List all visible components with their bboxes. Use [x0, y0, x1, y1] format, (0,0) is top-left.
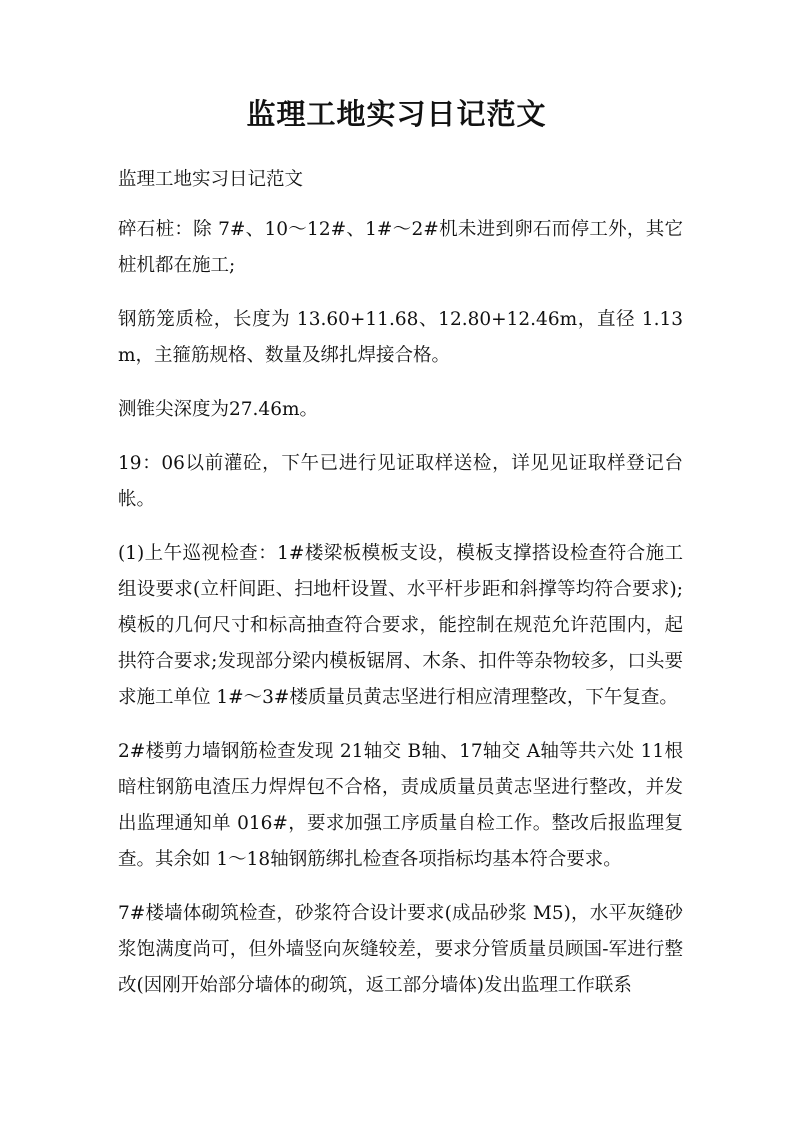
paragraph-cone-depth: 测锥尖深度为27.46m。: [118, 399, 319, 420]
paragraph-masonry: 7#楼墙体砌筑检查，砂浆符合设计要求(成品砂浆 M5)，水平灰缝砂浆饱满度尚可，但外墙竖向灰缝较差，要求分管质量员顾国-军进行整改(因刚开始部分墙体的砌筑，返工部分墙体)发出监理工作联系: [118, 903, 683, 996]
document-body: [118, 162, 683, 1022]
paragraph-subtitle: 监理工地实习日记范文: [118, 169, 304, 190]
paragraph-rebar-cage: 钢筋笼质检，长度为 13.60+11.68、12.80+12.46m，直径 1.13m，主箍筋规格、数量及绑扎焊接合格。: [118, 309, 683, 366]
paragraph-gravel-pile: 碎石桩：除 7#、10～12#、1#～2#机未进到卵石而停工外，其它桩机都在施工;: [118, 219, 683, 276]
document-title: 监理工地实习日记范文: [246, 97, 547, 131]
paragraph-concrete-pour: 19：06以前灌砼，下午已进行见证取样送检，详见见证取样登记台帐。: [118, 453, 683, 510]
paragraph-morning-inspection: (1)上午巡视检查：1#楼梁板模板支设，模板支撑搭设检查符合施工组设要求(立杆间距、扫地杆设置、水平杆步距和斜撑等均符合要求);模板的几何尺寸和标高抽查符合要求，能控制在规范允许范围内，起拱符合要求;发现部分梁内模板锯屑、木条、扣件等杂物较多，口头要求施工单位 1#～3#楼质量员黄志坚进行相应清理整改，下午复查。: [118, 543, 683, 708]
paragraph-shear-wall: 2#楼剪力墙钢筋检查发现 21轴交 B轴、17轴交 A轴等共六处 11根暗柱钢筋电渣压力焊焊包不合格，责成质量员黄志坚进行整改，并发出监理通知单 016#，要求加强工序质量自检工作。整改后报监理复查。其余如 1～18轴钢筋绑扎检查各项指标均基本符合要求。: [118, 741, 683, 870]
